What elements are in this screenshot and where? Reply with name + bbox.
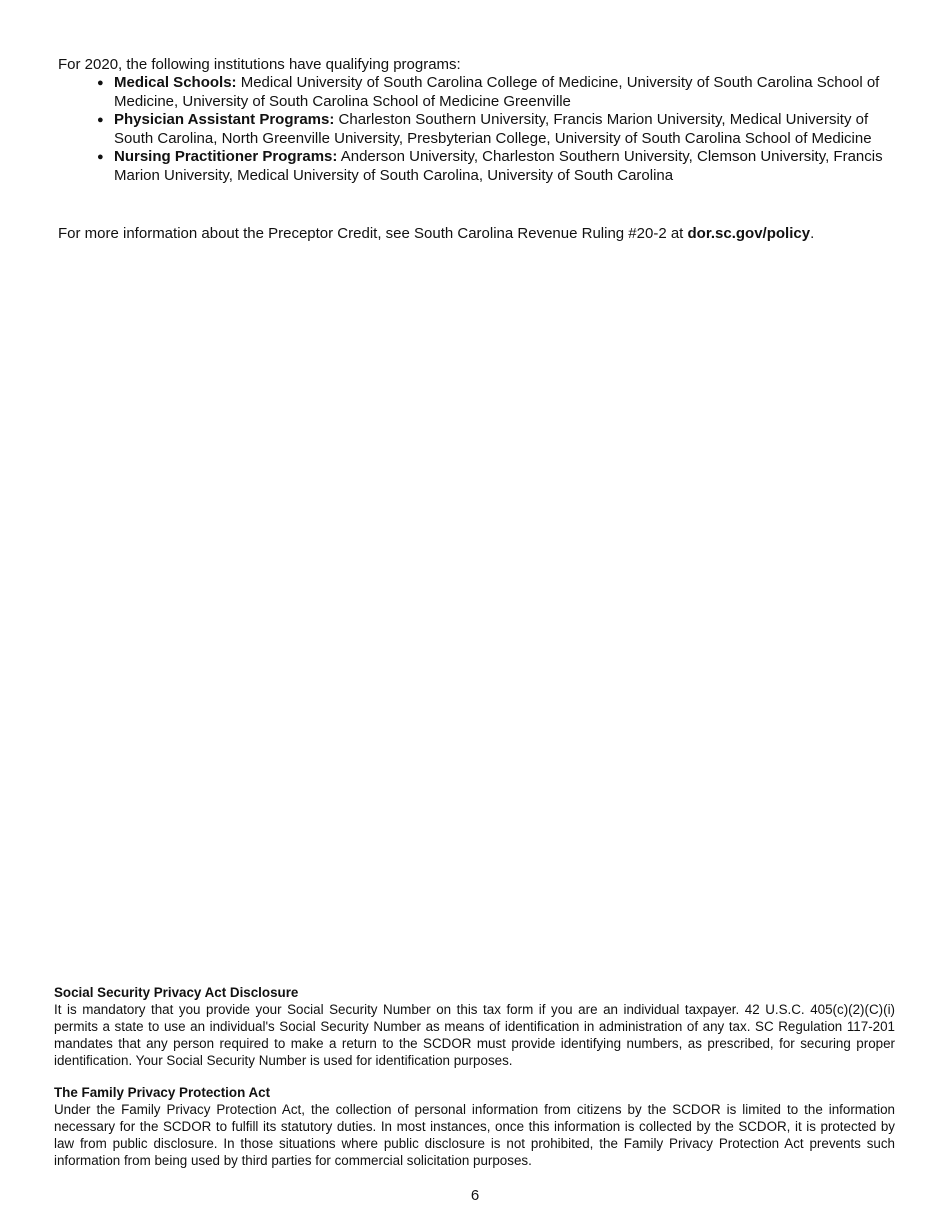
family-privacy-body: Under the Family Privacy Protection Act, the collection of personal information from citizens by the SCDOR is limited to the information necessary for the SCDOR to fulfill its statutory duties. In most instances, once this information is collected by the SCDOR, it is protected by law from public disclosure. In those situations where public disclosure is not prohibited, the Family Privacy Protection Act prevents such information from being used by third parties for commercial solicitation purposes. bbox=[54, 1102, 895, 1168]
list-item-label: Nursing Practitioner Programs: bbox=[114, 148, 338, 165]
bullet-icon: ● bbox=[97, 151, 104, 163]
intro-text: For 2020, the following institutions have qualifying programs: bbox=[58, 56, 461, 73]
bullet-icon: ● bbox=[97, 77, 104, 89]
list-item bbox=[97, 111, 898, 148]
more-info-text bbox=[58, 224, 918, 243]
page-number: 6 bbox=[470, 1187, 480, 1204]
more-info-end: . bbox=[810, 225, 815, 242]
bullet-icon: ● bbox=[97, 114, 104, 126]
family-privacy-act-section bbox=[54, 1084, 895, 1169]
list-item-text: Anderson University, Charleston Southern University, Clemson University, Francis Marion University, Medical University of South Carolina, University of South Carolina bbox=[114, 148, 883, 184]
list-item-text: Medical University of South Carolina College of Medicine, University of South Carolina School of Medicine, University of South Carolina School of Medicine Greenville bbox=[114, 74, 880, 110]
list-item-text: Charleston Southern University, Francis Marion University, Medical University of South Carolina, North Greenville University, Presbyterian College, University of South Carolina School of Medicine bbox=[114, 111, 872, 147]
family-privacy-title: The Family Privacy Protection Act bbox=[54, 1085, 271, 1100]
list-item bbox=[97, 74, 898, 111]
more-info-sentence: For more information about the Preceptor Credit, see South Carolina Revenue Ruling #20-2 at bbox=[58, 225, 688, 242]
ssn-disclosure-title: Social Security Privacy Act Disclosure bbox=[54, 985, 299, 1000]
policy-link[interactable]: dor.sc.gov/policy bbox=[687, 225, 811, 242]
qualifying-programs-list bbox=[58, 74, 898, 185]
list-item-label: Medical Schools: bbox=[114, 74, 237, 91]
ssn-privacy-disclosure bbox=[54, 984, 895, 1069]
ssn-disclosure-body: It is mandatory that you provide your Social Security Number on this tax form if you are an individual taxpayer. 42 U.S.C. 405(c)(2)(C)(i) permits a state to use an individual's Social Security Number as means of identification in administration of any tax. SC Regulation 117-201 mandates that any person required to make a return to the SCDOR must provide identifying numbers, as prescribed, for securing proper identification. Your Social Security Number is used for identification purposes. bbox=[54, 1002, 895, 1068]
list-item bbox=[97, 148, 898, 185]
list-item-label: Physician Assistant Programs: bbox=[114, 111, 335, 128]
